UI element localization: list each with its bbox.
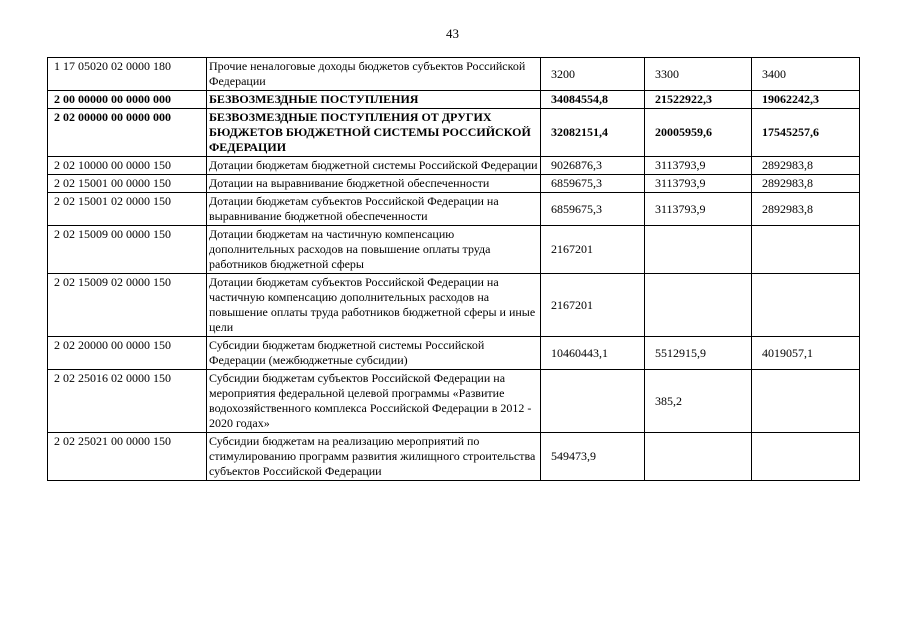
revenue-name: Дотации бюджетам на частичную компенсацию дополнительных расходов на повышение оплаты труда работников бюджетной сферы: [207, 226, 541, 274]
budget-code: 2 02 10000 00 0000 150: [48, 157, 207, 175]
table-row: [48, 274, 860, 337]
value-year-1: 6859675,3: [541, 193, 645, 226]
value-year-2: 20005959,6: [645, 109, 752, 157]
value-year-1: 6859675,3: [541, 175, 645, 193]
value-year-3: [752, 370, 860, 433]
revenue-name: БЕЗВОЗМЕЗДНЫЕ ПОСТУПЛЕНИЯ ОТ ДРУГИХ БЮДЖЕТОВ БЮДЖЕТНОЙ СИСТЕМЫ РОССИЙСКОЙ ФЕДЕРАЦИИ: [207, 109, 541, 157]
revenue-name: Субсидии бюджетам на реализацию мероприятий по стимулированию программ развития жилищного строительства субъектов Российской Федерации: [207, 433, 541, 481]
value-year-2: 3300: [645, 58, 752, 91]
budget-code: 2 02 15009 02 0000 150: [48, 274, 207, 337]
value-year-2: 5512915,9: [645, 337, 752, 370]
budget-code: 1 17 05020 02 0000 180: [48, 58, 207, 91]
value-year-2: 385,2: [645, 370, 752, 433]
value-year-3: 17545257,6: [752, 109, 860, 157]
value-year-2: 3113793,9: [645, 193, 752, 226]
revenue-name: Дотации бюджетам субъектов Российской Федерации на частичную компенсацию дополнительных расходов на повышение оплаты труда работников бюджетной сферы и иные цели: [207, 274, 541, 337]
value-year-1: 32082151,4: [541, 109, 645, 157]
value-year-2: 3113793,9: [645, 157, 752, 175]
value-year-3: [752, 226, 860, 274]
budget-code: 2 02 00000 00 0000 000: [48, 109, 207, 157]
revenue-name: Дотации бюджетам субъектов Российской Федерации на выравнивание бюджетной обеспеченности: [207, 193, 541, 226]
budget-code: 2 02 25016 02 0000 150: [48, 370, 207, 433]
value-year-3: 3400: [752, 58, 860, 91]
value-year-2: [645, 433, 752, 481]
revenue-name: Дотации на выравнивание бюджетной обеспеченности: [207, 175, 541, 193]
value-year-1: 9026876,3: [541, 157, 645, 175]
revenue-name: Дотации бюджетам бюджетной системы Российской Федерации: [207, 157, 541, 175]
value-year-2: [645, 274, 752, 337]
table-row: [48, 337, 860, 370]
value-year-1: [541, 370, 645, 433]
budget-code: 2 00 00000 00 0000 000: [48, 91, 207, 109]
budget-code: 2 02 20000 00 0000 150: [48, 337, 207, 370]
value-year-3: 4019057,1: [752, 337, 860, 370]
budget-code: 2 02 15009 00 0000 150: [48, 226, 207, 274]
table-row: [48, 58, 860, 91]
table-row: [48, 370, 860, 433]
budget-code: 2 02 15001 02 0000 150: [48, 193, 207, 226]
value-year-3: 2892983,8: [752, 157, 860, 175]
value-year-3: [752, 433, 860, 481]
table-row: [48, 175, 860, 193]
table-row: [48, 433, 860, 481]
budget-code: 2 02 15001 00 0000 150: [48, 175, 207, 193]
budget-revenue-table: [47, 57, 860, 481]
table-row: [48, 109, 860, 157]
value-year-1: 2167201: [541, 274, 645, 337]
value-year-2: [645, 226, 752, 274]
revenue-name: БЕЗВОЗМЕЗДНЫЕ ПОСТУПЛЕНИЯ: [207, 91, 541, 109]
revenue-name: Прочие неналоговые доходы бюджетов субъектов Российской Федерации: [207, 58, 541, 91]
value-year-3: [752, 274, 860, 337]
revenue-name: Субсидии бюджетам субъектов Российской Федерации на мероприятия федеральной целевой программы «Развитие водохозяйственного комплекса Российской Федерации в 2012 - 2020 годах»: [207, 370, 541, 433]
value-year-1: 2167201: [541, 226, 645, 274]
table-row: [48, 193, 860, 226]
value-year-3: 2892983,8: [752, 193, 860, 226]
value-year-3: 2892983,8: [752, 175, 860, 193]
table-row: [48, 91, 860, 109]
value-year-1: 549473,9: [541, 433, 645, 481]
value-year-1: 3200: [541, 58, 645, 91]
value-year-2: 3113793,9: [645, 175, 752, 193]
value-year-3: 19062242,3: [752, 91, 860, 109]
revenue-name: Субсидии бюджетам бюджетной системы Российской Федерации (межбюджетные субсидии): [207, 337, 541, 370]
value-year-1: 34084554,8: [541, 91, 645, 109]
page-number: 43: [446, 26, 459, 41]
value-year-1: 10460443,1: [541, 337, 645, 370]
value-year-2: 21522922,3: [645, 91, 752, 109]
table-row: [48, 226, 860, 274]
table-row: [48, 157, 860, 175]
budget-code: 2 02 25021 00 0000 150: [48, 433, 207, 481]
